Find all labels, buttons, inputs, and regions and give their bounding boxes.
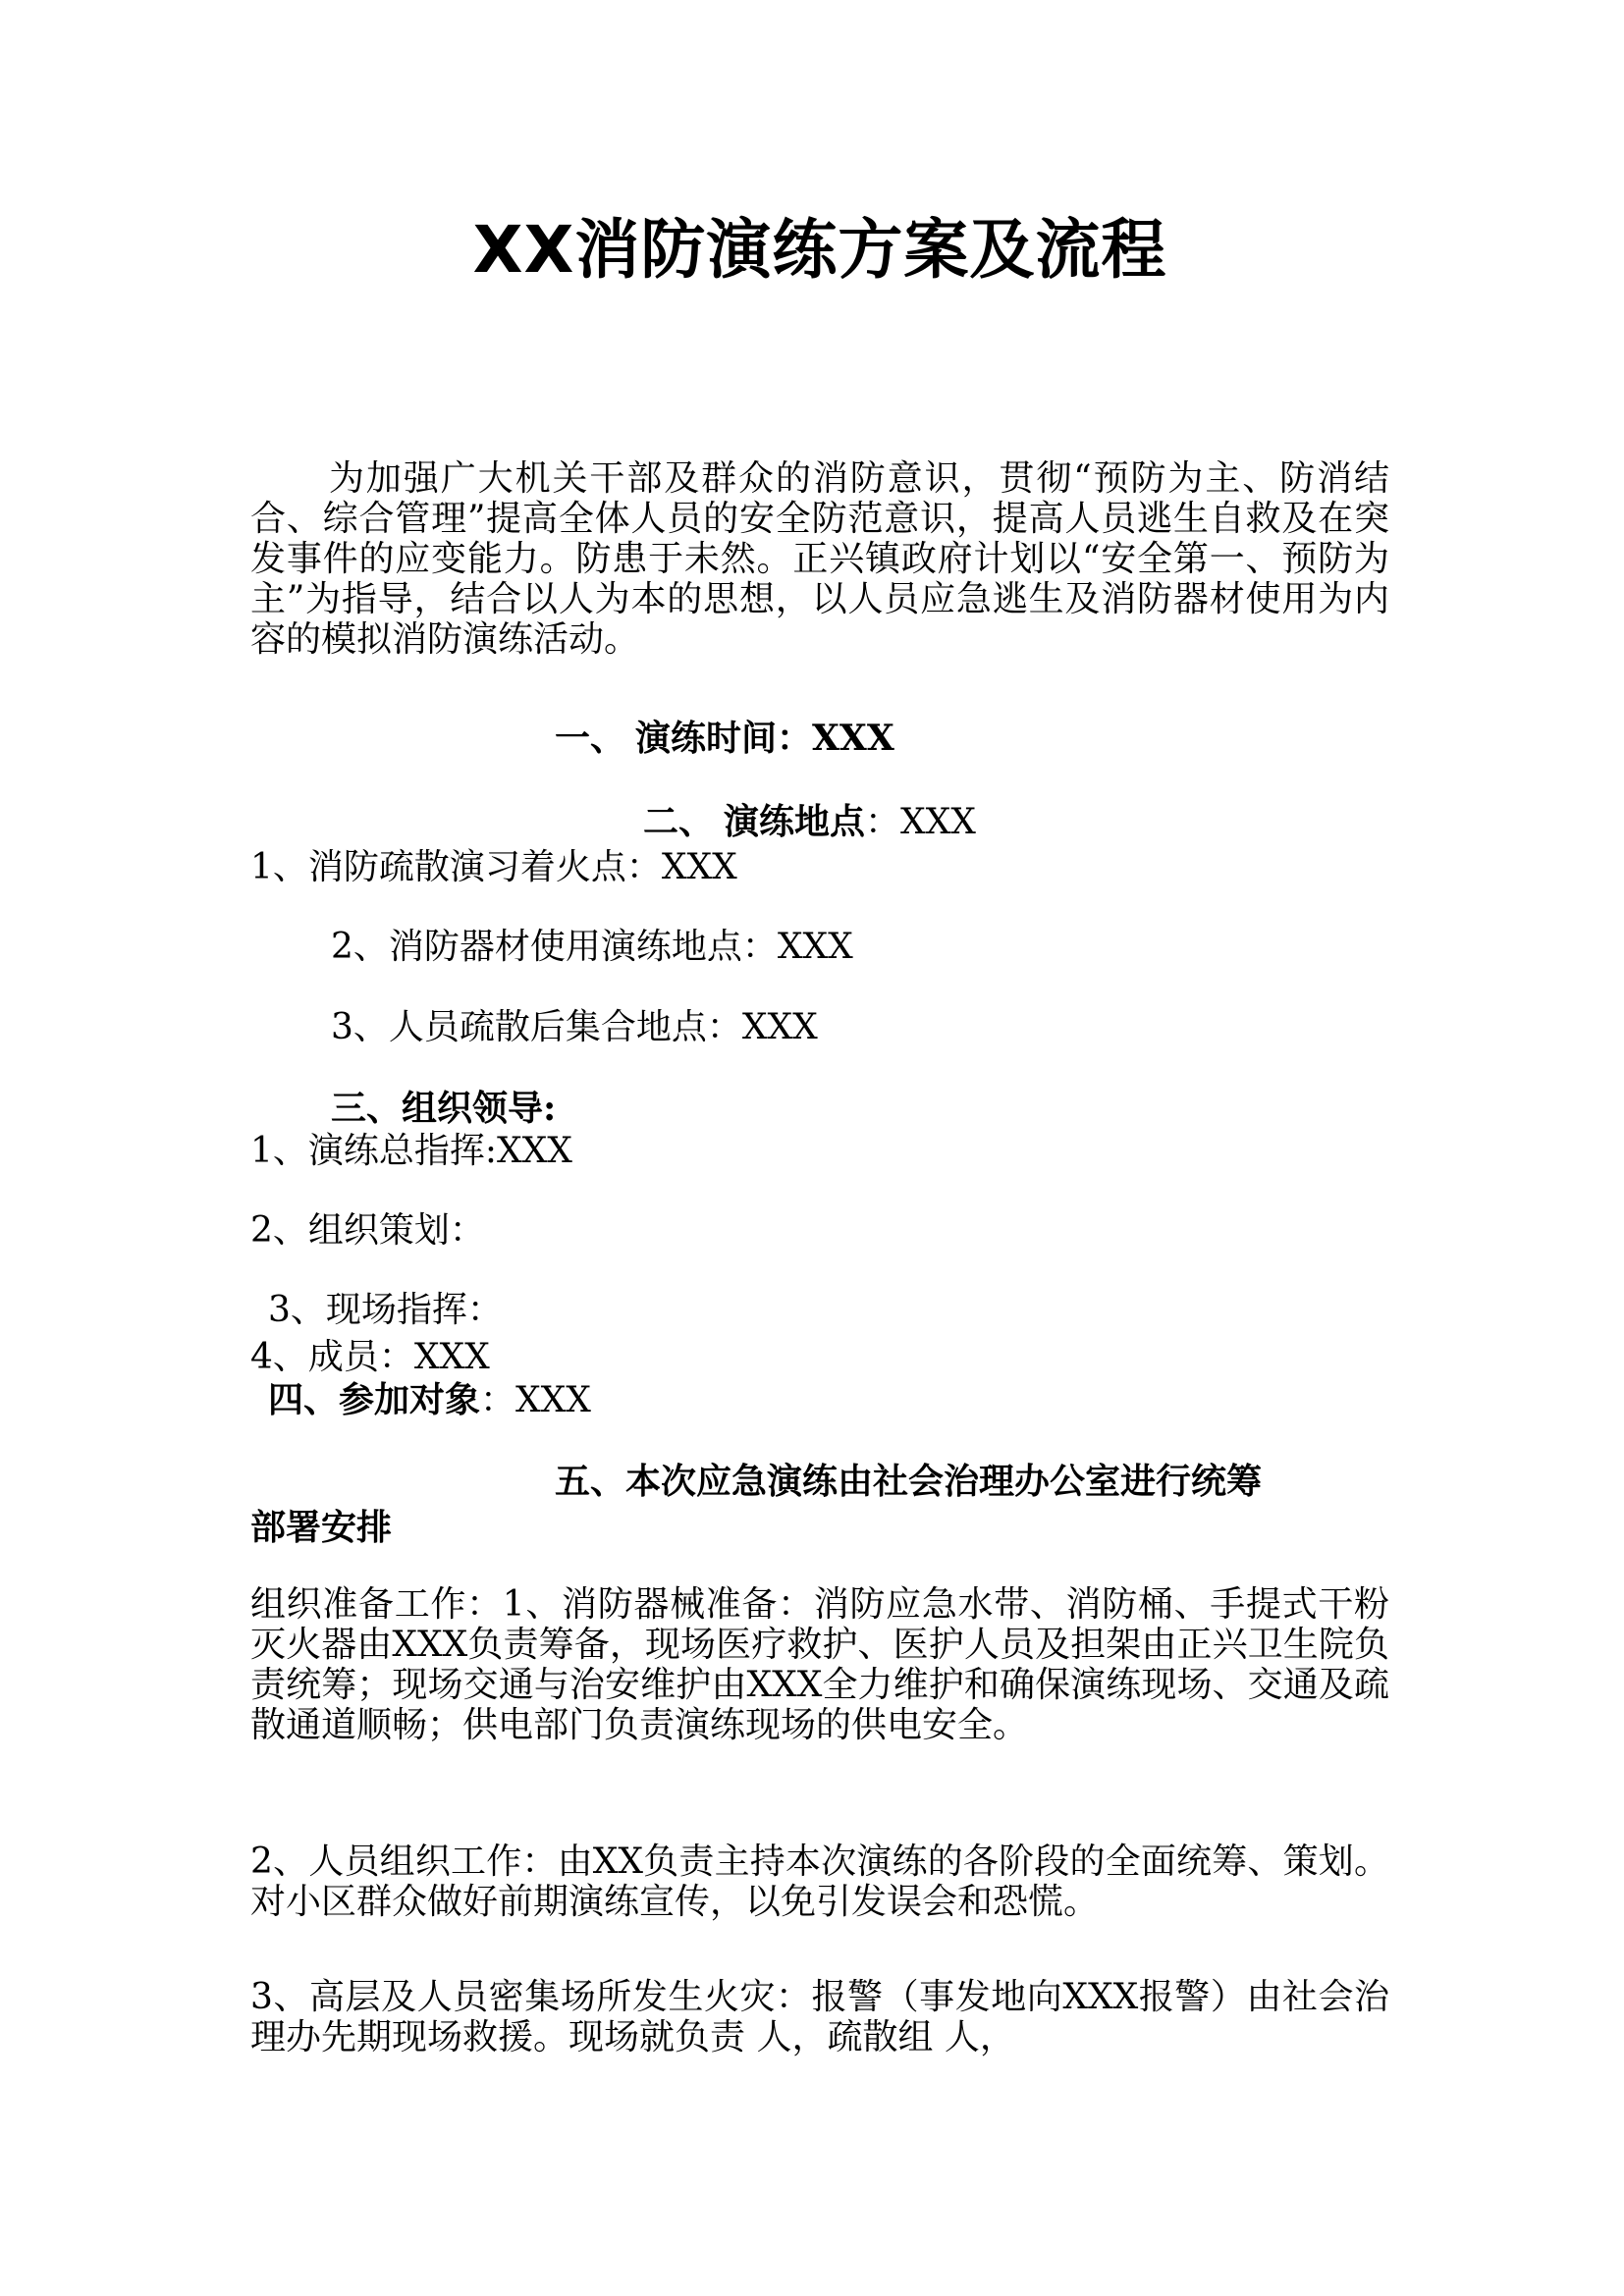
section-4-label: 四、参加对象 [268,1379,481,1420]
section-4-value: ：XXX [480,1380,591,1420]
section-3-item-3: 3、现场指挥： [268,1290,503,1330]
section-5-heading-line-2: 部署安排 [250,1507,393,1548]
section-1-label: 演练时间：XXX [635,718,894,759]
section-4-heading [268,1378,591,1422]
personnel-paragraph: 2、人员组织工作：由XX负责主持本次演练的各阶段的全面统筹、策划。对小区群众做好前期演练宣传，以免引发误会和恐慌。 [250,1842,1389,1922]
section-2-value: ：XXX [865,802,976,842]
section-5-heading-line-1: 五、本次应急演练由社会治理办公室进行统筹 [555,1461,1263,1502]
section-2-number: 二、 [643,801,715,842]
section-1-heading [555,717,894,761]
section-3-item-1: 1、演练总指挥:XXX [250,1131,572,1171]
section-2-item-2: 2、消防器材使用演练地点：XXX [331,927,853,967]
section-1-number: 一、 [555,718,626,759]
section-2-heading [643,800,976,844]
section-3-heading: 三、组织领导: [331,1088,557,1129]
fire-response-paragraph: 3、高层及人员密集场所发生火灾：报警（事发地向XXX报警）由社会治理办先期现场救援。现场就负责 人，疏散组 人， [250,1977,1389,2057]
intro-paragraph: 为加强广大机关干部及群众的消防意识，贯彻“预防为主、防消结合、综合管理”提高全体人员的安全防范意识，提高人员逃生自救及在突发事件的应变能力。防患于未然。正兴镇政府计划以“安全第一、预防为主”为指导，结合以人为本的思想，以人员应急逃生及消防器材使用为内容的模拟消防演练活动。 [250,458,1389,660]
section-2-item-1: 1、消防疏散演习着火点：XXX [250,847,737,887]
section-3-item-4: 4、成员：XXX [250,1337,490,1377]
section-2-label: 演练地点 [724,801,866,842]
document-title: XX消防演练方案及流程 [472,212,1167,288]
section-3-item-2: 2、组织策划： [250,1210,485,1251]
preparation-paragraph: 组织准备工作：1、消防器械准备：消防应急水带、消防桶、手提式干粉灭火器由XXX负责筹备，现场医疗救护、医护人员及担架由正兴卫生院负责统筹；现场交通与治安维护由XXX全力维护和确保演练现场、交通及疏散通道顺畅；供电部门负责演练现场的供电安全。 [250,1584,1389,1745]
section-2-item-3: 3、人员疏散后集合地点：XXX [331,1007,818,1047]
